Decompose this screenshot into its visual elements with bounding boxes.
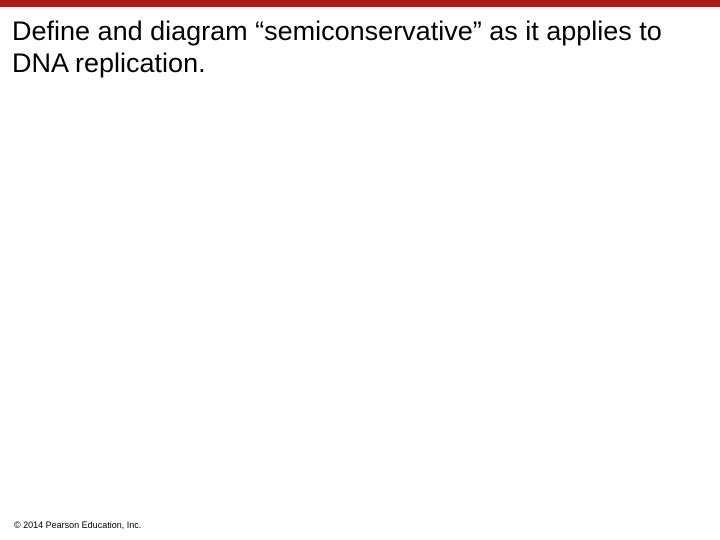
top-accent-bar <box>0 0 720 7</box>
copyright-footer: © 2014 Pearson Education, Inc. <box>14 520 142 530</box>
slide-title: Define and diagram “semiconservative” as it applies to DNA replication. <box>12 16 662 78</box>
